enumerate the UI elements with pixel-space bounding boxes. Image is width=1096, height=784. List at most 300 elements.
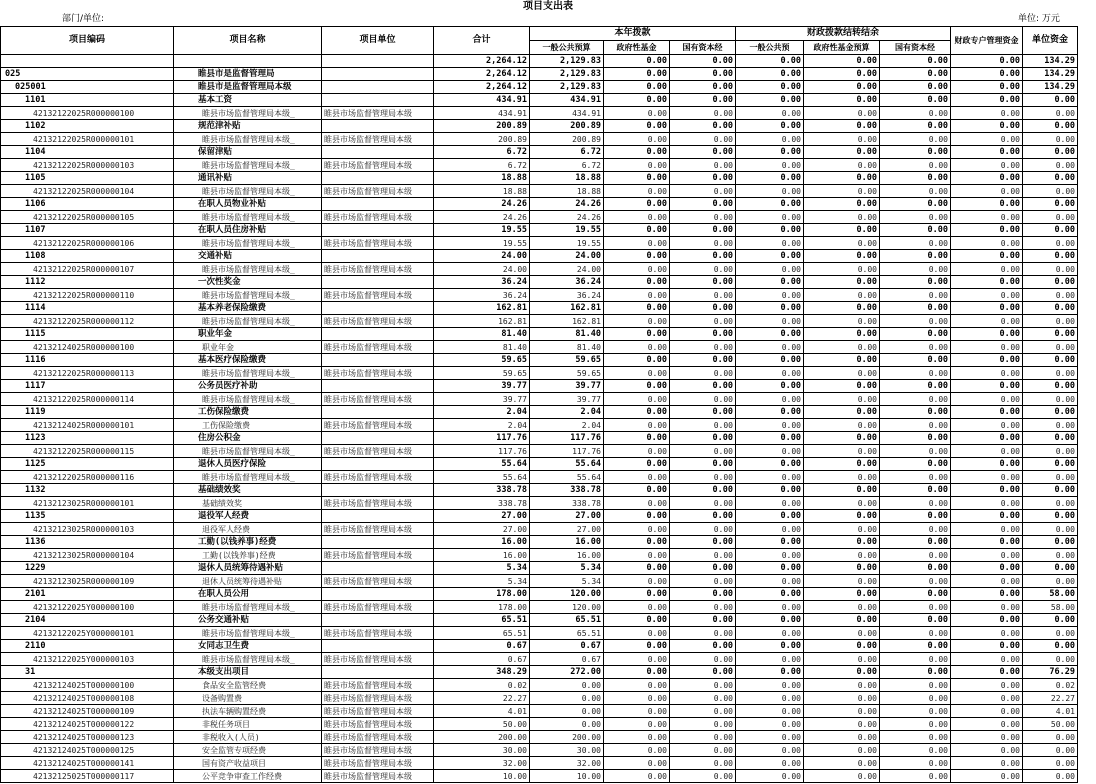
cell-amount: 0.00 bbox=[604, 575, 670, 588]
cell-amount: 2.04 bbox=[530, 419, 604, 432]
cell-project-code: 42132122025R000000101 bbox=[1, 133, 174, 146]
cell-amount: 0.00 bbox=[736, 185, 804, 198]
cell-project-code: 1107 bbox=[1, 224, 174, 237]
cell-amount: 0.00 bbox=[951, 614, 1023, 627]
cell-amount: 0.00 bbox=[670, 198, 736, 211]
cell-amount: 0.00 bbox=[530, 705, 604, 718]
cell-amount: 0.67 bbox=[434, 653, 530, 666]
header-sub-gov: 政府性基金 bbox=[604, 41, 670, 55]
table-row bbox=[1, 380, 1078, 393]
cell-amount: 0.00 bbox=[1023, 640, 1078, 653]
cell-amount: 0.00 bbox=[951, 107, 1023, 120]
cell-amount: 0.00 bbox=[604, 198, 670, 211]
cell-amount: 0.00 bbox=[670, 276, 736, 289]
cell-amount: 0.00 bbox=[880, 133, 951, 146]
cell-amount: 200.89 bbox=[434, 133, 530, 146]
cell-amount: 0.00 bbox=[880, 575, 951, 588]
cell-project-code: 42132124025T000000100 bbox=[1, 679, 174, 692]
cell-amount: 0.00 bbox=[670, 354, 736, 367]
table-row bbox=[1, 55, 1078, 68]
cell-project-name: 执法车辆购置经费 bbox=[174, 705, 322, 718]
cell-project-name: 工伤保险缴费 bbox=[174, 406, 322, 419]
cell-amount: 0.00 bbox=[670, 445, 736, 458]
cell-project-code: 1123 bbox=[1, 432, 174, 445]
cell-amount: 0.00 bbox=[951, 432, 1023, 445]
cell-amount: 0.00 bbox=[804, 380, 880, 393]
cell-project-code: 2101 bbox=[1, 588, 174, 601]
cell-project-name: 基础绩效奖 bbox=[174, 484, 322, 497]
cell-project-unit: 睢县市场监督管理局本级 bbox=[322, 692, 434, 705]
cell-amount: 0.00 bbox=[670, 718, 736, 731]
cell-amount: 0.00 bbox=[951, 627, 1023, 640]
cell-amount: 0.00 bbox=[604, 458, 670, 471]
cell-amount: 0.00 bbox=[670, 562, 736, 575]
cell-amount: 0.00 bbox=[880, 601, 951, 614]
header-sub-general2: 一般公共预 bbox=[736, 41, 804, 55]
cell-amount: 0.00 bbox=[880, 328, 951, 341]
cell-amount: 0.00 bbox=[951, 692, 1023, 705]
cell-amount: 0.00 bbox=[951, 120, 1023, 133]
cell-amount: 0.00 bbox=[804, 419, 880, 432]
header-unit: 项目单位 bbox=[322, 27, 434, 55]
cell-amount: 0.00 bbox=[604, 120, 670, 133]
cell-amount: 36.24 bbox=[434, 276, 530, 289]
cell-amount: 0.00 bbox=[880, 315, 951, 328]
cell-amount: 0.00 bbox=[670, 341, 736, 354]
cell-amount: 0.00 bbox=[736, 211, 804, 224]
cell-amount: 0.00 bbox=[1023, 549, 1078, 562]
cell-amount: 0.00 bbox=[604, 68, 670, 81]
cell-amount: 0.00 bbox=[804, 471, 880, 484]
cell-amount: 0.00 bbox=[804, 445, 880, 458]
cell-amount: 0.00 bbox=[604, 653, 670, 666]
table-row bbox=[1, 432, 1078, 445]
cell-amount: 0.00 bbox=[880, 718, 951, 731]
cell-amount: 0.00 bbox=[804, 549, 880, 562]
cell-project-code: 42132124025R000000100 bbox=[1, 341, 174, 354]
cell-amount: 0.00 bbox=[880, 653, 951, 666]
cell-amount: 0.00 bbox=[951, 445, 1023, 458]
table-row bbox=[1, 172, 1078, 185]
cell-amount: 16.00 bbox=[530, 549, 604, 562]
cell-amount: 0.00 bbox=[1023, 354, 1078, 367]
table-row bbox=[1, 185, 1078, 198]
cell-amount: 0.00 bbox=[604, 510, 670, 523]
cell-amount: 0.00 bbox=[670, 679, 736, 692]
cell-project-name: 工伤保险缴费 bbox=[174, 419, 322, 432]
cell-amount: 0.00 bbox=[1023, 445, 1078, 458]
cell-project-code: 42132122025Y000000100 bbox=[1, 601, 174, 614]
cell-amount: 0.00 bbox=[804, 341, 880, 354]
cell-amount: 39.77 bbox=[434, 380, 530, 393]
cell-project-name bbox=[174, 55, 322, 68]
cell-amount: 0.00 bbox=[804, 653, 880, 666]
cell-amount: 0.00 bbox=[670, 120, 736, 133]
cell-amount: 0.00 bbox=[604, 367, 670, 380]
cell-project-name: 退休人员医疗保险 bbox=[174, 458, 322, 471]
cell-amount: 0.00 bbox=[736, 341, 804, 354]
cell-project-unit: 睢县市场监督管理局本级 bbox=[322, 393, 434, 406]
cell-project-name: 住房公积金 bbox=[174, 432, 322, 445]
cell-amount: 0.00 bbox=[670, 289, 736, 302]
header-sub-gov2: 政府性基金预算 bbox=[804, 41, 880, 55]
cell-amount: 0.00 bbox=[1023, 432, 1078, 445]
table-row bbox=[1, 770, 1078, 783]
cell-amount: 0.00 bbox=[804, 640, 880, 653]
cell-amount: 0.00 bbox=[804, 432, 880, 445]
cell-project-code: 42132124025T000000108 bbox=[1, 692, 174, 705]
cell-amount: 0.00 bbox=[736, 328, 804, 341]
cell-project-unit: 睢县市场监督管理局本级 bbox=[322, 653, 434, 666]
cell-project-unit bbox=[322, 120, 434, 133]
cell-amount: 0.00 bbox=[670, 328, 736, 341]
cell-amount: 36.24 bbox=[434, 289, 530, 302]
cell-amount: 0.00 bbox=[804, 289, 880, 302]
cell-amount: 0.00 bbox=[880, 692, 951, 705]
cell-amount: 0.00 bbox=[880, 757, 951, 770]
cell-amount: 0.00 bbox=[670, 666, 736, 679]
cell-project-unit bbox=[322, 380, 434, 393]
table-row bbox=[1, 263, 1078, 276]
cell-amount: 0.00 bbox=[1023, 302, 1078, 315]
cell-amount: 0.00 bbox=[604, 588, 670, 601]
cell-amount: 0.00 bbox=[951, 523, 1023, 536]
cell-amount: 0.00 bbox=[804, 172, 880, 185]
cell-amount: 434.91 bbox=[530, 107, 604, 120]
cell-amount: 338.78 bbox=[530, 484, 604, 497]
cell-project-unit: 睢县市场监督管理局本级 bbox=[322, 237, 434, 250]
cell-amount: 0.00 bbox=[604, 666, 670, 679]
table-row bbox=[1, 536, 1078, 549]
cell-amount: 0.00 bbox=[880, 445, 951, 458]
cell-amount: 0.00 bbox=[604, 549, 670, 562]
table-row bbox=[1, 146, 1078, 159]
cell-amount: 0.00 bbox=[951, 575, 1023, 588]
cell-amount: 58.00 bbox=[1023, 601, 1078, 614]
cell-amount: 0.00 bbox=[804, 614, 880, 627]
cell-project-name: 退休人员统筹待遇补贴 bbox=[174, 562, 322, 575]
cell-amount: 0.00 bbox=[736, 562, 804, 575]
cell-amount: 0.00 bbox=[1023, 185, 1078, 198]
cell-amount: 0.00 bbox=[736, 263, 804, 276]
cell-amount: 0.00 bbox=[804, 302, 880, 315]
cell-amount: 0.67 bbox=[530, 653, 604, 666]
cell-amount: 0.00 bbox=[670, 744, 736, 757]
cell-project-name: 睢县市场监督管理局本级_ bbox=[174, 601, 322, 614]
cell-project-code: 42132122025R000000106 bbox=[1, 237, 174, 250]
cell-project-code: 1102 bbox=[1, 120, 174, 133]
cell-amount: 19.55 bbox=[530, 224, 604, 237]
cell-project-code: 42132122025R000000104 bbox=[1, 185, 174, 198]
cell-amount: 5.34 bbox=[530, 562, 604, 575]
cell-project-code: 025001 bbox=[1, 81, 174, 94]
cell-amount: 0.00 bbox=[804, 484, 880, 497]
cell-amount: 0.00 bbox=[804, 68, 880, 81]
table-row bbox=[1, 107, 1078, 120]
cell-amount: 0.00 bbox=[804, 458, 880, 471]
cell-amount: 0.00 bbox=[530, 679, 604, 692]
cell-amount: 0.00 bbox=[1023, 172, 1078, 185]
cell-amount: 0.00 bbox=[804, 523, 880, 536]
cell-amount: 27.00 bbox=[434, 510, 530, 523]
cell-amount: 0.00 bbox=[1023, 562, 1078, 575]
cell-amount: 0.00 bbox=[670, 705, 736, 718]
cell-project-code: 1104 bbox=[1, 146, 174, 159]
cell-amount: 0.00 bbox=[951, 55, 1023, 68]
cell-amount: 0.00 bbox=[736, 575, 804, 588]
cell-amount: 0.00 bbox=[604, 536, 670, 549]
cell-amount: 2,264.12 bbox=[434, 81, 530, 94]
cell-project-unit: 睢县市场监督管理局本级 bbox=[322, 705, 434, 718]
cell-amount: 30.00 bbox=[530, 744, 604, 757]
table-row bbox=[1, 68, 1078, 81]
cell-amount: 0.00 bbox=[736, 471, 804, 484]
cell-amount: 0.00 bbox=[604, 276, 670, 289]
cell-amount: 0.00 bbox=[804, 562, 880, 575]
cell-amount: 32.00 bbox=[434, 757, 530, 770]
cell-amount: 0.00 bbox=[736, 302, 804, 315]
cell-amount: 0.00 bbox=[880, 237, 951, 250]
cell-project-code: 1115 bbox=[1, 328, 174, 341]
cell-amount: 0.00 bbox=[951, 146, 1023, 159]
cell-project-code: 2110 bbox=[1, 640, 174, 653]
cell-amount: 0.00 bbox=[951, 718, 1023, 731]
table-row bbox=[1, 354, 1078, 367]
cell-amount: 4.01 bbox=[434, 705, 530, 718]
cell-amount: 0.00 bbox=[951, 237, 1023, 250]
table-row bbox=[1, 575, 1078, 588]
cell-amount: 39.77 bbox=[530, 393, 604, 406]
cell-amount: 0.00 bbox=[951, 211, 1023, 224]
cell-amount: 0.00 bbox=[1023, 406, 1078, 419]
cell-amount: 0.00 bbox=[1023, 614, 1078, 627]
table-row bbox=[1, 679, 1078, 692]
cell-amount: 0.00 bbox=[880, 614, 951, 627]
cell-amount: 0.00 bbox=[670, 237, 736, 250]
table-row bbox=[1, 120, 1078, 133]
cell-amount: 0.00 bbox=[951, 172, 1023, 185]
cell-amount: 0.00 bbox=[1023, 133, 1078, 146]
cell-amount: 0.00 bbox=[604, 640, 670, 653]
cell-project-unit bbox=[322, 81, 434, 94]
cell-amount: 0.00 bbox=[670, 458, 736, 471]
cell-amount: 0.00 bbox=[804, 159, 880, 172]
cell-project-name: 睢县市场监督管理局本级_ bbox=[174, 185, 322, 198]
cell-amount: 0.00 bbox=[670, 263, 736, 276]
cell-amount: 0.00 bbox=[604, 172, 670, 185]
cell-amount: 0.00 bbox=[804, 354, 880, 367]
cell-amount: 0.00 bbox=[951, 263, 1023, 276]
cell-amount: 0.00 bbox=[604, 328, 670, 341]
cell-amount: 0.00 bbox=[880, 432, 951, 445]
table-row bbox=[1, 94, 1078, 107]
cell-amount: 2,264.12 bbox=[434, 68, 530, 81]
cell-amount: 55.64 bbox=[530, 471, 604, 484]
cell-amount: 0.00 bbox=[604, 419, 670, 432]
cell-amount: 59.65 bbox=[530, 354, 604, 367]
table-row bbox=[1, 627, 1078, 640]
cell-amount: 0.00 bbox=[951, 81, 1023, 94]
cell-project-name: 睢县市场监督管理局本级_ bbox=[174, 653, 322, 666]
cell-project-code: 42132122025R000000114 bbox=[1, 393, 174, 406]
cell-amount: 0.00 bbox=[604, 224, 670, 237]
cell-amount: 0.00 bbox=[880, 250, 951, 263]
cell-amount: 0.00 bbox=[804, 705, 880, 718]
cell-amount: 18.88 bbox=[434, 185, 530, 198]
cell-project-unit bbox=[322, 68, 434, 81]
cell-amount: 65.51 bbox=[530, 627, 604, 640]
cell-amount: 0.00 bbox=[736, 380, 804, 393]
cell-project-unit: 睢县市场监督管理局本级 bbox=[322, 471, 434, 484]
cell-project-name: 非税收入(人员) bbox=[174, 731, 322, 744]
cell-project-unit bbox=[322, 354, 434, 367]
unit-label: 单位: 万元 bbox=[1018, 14, 1060, 24]
cell-amount: 0.00 bbox=[951, 289, 1023, 302]
cell-project-code: 1101 bbox=[1, 94, 174, 107]
cell-amount: 0.00 bbox=[736, 588, 804, 601]
cell-amount: 0.00 bbox=[670, 523, 736, 536]
cell-amount: 0.00 bbox=[670, 68, 736, 81]
cell-amount: 0.00 bbox=[736, 679, 804, 692]
cell-project-code: 025 bbox=[1, 68, 174, 81]
cell-amount: 19.55 bbox=[434, 224, 530, 237]
cell-amount: 0.00 bbox=[670, 432, 736, 445]
cell-amount: 0.00 bbox=[604, 445, 670, 458]
cell-amount: 0.00 bbox=[604, 302, 670, 315]
cell-amount: 0.00 bbox=[670, 302, 736, 315]
table-row bbox=[1, 640, 1078, 653]
cell-amount: 55.64 bbox=[434, 458, 530, 471]
cell-amount: 200.00 bbox=[434, 731, 530, 744]
cell-project-unit bbox=[322, 614, 434, 627]
cell-amount: 36.24 bbox=[530, 276, 604, 289]
cell-amount: 200.89 bbox=[530, 133, 604, 146]
cell-amount: 81.40 bbox=[530, 341, 604, 354]
header-special: 财政专户管理资金 bbox=[951, 27, 1023, 55]
cell-project-name: 非税任务项目 bbox=[174, 718, 322, 731]
cell-project-unit bbox=[322, 198, 434, 211]
cell-amount: 81.40 bbox=[434, 328, 530, 341]
cell-amount: 0.00 bbox=[670, 588, 736, 601]
cell-amount: 0.00 bbox=[951, 419, 1023, 432]
table-row bbox=[1, 81, 1078, 94]
cell-amount: 0.00 bbox=[804, 367, 880, 380]
cell-amount: 200.00 bbox=[530, 731, 604, 744]
cell-amount: 0.00 bbox=[804, 107, 880, 120]
cell-amount: 0.00 bbox=[951, 302, 1023, 315]
table-row bbox=[1, 523, 1078, 536]
cell-amount: 65.51 bbox=[434, 614, 530, 627]
cell-amount: 0.00 bbox=[804, 94, 880, 107]
cell-amount: 0.00 bbox=[604, 146, 670, 159]
cell-amount: 0.00 bbox=[604, 562, 670, 575]
cell-amount: 0.00 bbox=[670, 107, 736, 120]
cell-amount: 0.00 bbox=[804, 185, 880, 198]
cell-amount: 120.00 bbox=[530, 601, 604, 614]
cell-amount: 0.00 bbox=[670, 731, 736, 744]
cell-amount: 0.00 bbox=[804, 328, 880, 341]
cell-amount: 0.00 bbox=[670, 640, 736, 653]
table-row bbox=[1, 315, 1078, 328]
cell-amount: 0.00 bbox=[804, 510, 880, 523]
cell-amount: 50.00 bbox=[434, 718, 530, 731]
cell-project-name: 退役军人经费 bbox=[174, 523, 322, 536]
cell-amount: 0.00 bbox=[1023, 107, 1078, 120]
cell-amount: 434.91 bbox=[434, 94, 530, 107]
cell-amount: 0.00 bbox=[880, 627, 951, 640]
cell-project-code: 42132122025R000000107 bbox=[1, 263, 174, 276]
cell-amount: 0.00 bbox=[604, 497, 670, 510]
cell-amount: 24.00 bbox=[434, 250, 530, 263]
cell-amount: 0.00 bbox=[670, 601, 736, 614]
cell-project-code: 2104 bbox=[1, 614, 174, 627]
cell-amount: 0.00 bbox=[604, 692, 670, 705]
cell-amount: 0.00 bbox=[804, 588, 880, 601]
cell-amount: 0.00 bbox=[736, 237, 804, 250]
cell-amount: 55.64 bbox=[434, 471, 530, 484]
cell-project-unit: 睢县市场监督管理局本级 bbox=[322, 107, 434, 120]
table-row bbox=[1, 302, 1078, 315]
cell-amount: 6.72 bbox=[530, 159, 604, 172]
cell-amount: 0.00 bbox=[804, 770, 880, 783]
cell-amount: 0.00 bbox=[951, 341, 1023, 354]
cell-amount: 0.00 bbox=[1023, 653, 1078, 666]
cell-amount: 0.00 bbox=[736, 159, 804, 172]
cell-amount: 0.00 bbox=[670, 315, 736, 328]
cell-amount: 0.00 bbox=[880, 68, 951, 81]
cell-project-unit: 睢县市场监督管理局本级 bbox=[322, 159, 434, 172]
cell-project-unit bbox=[322, 146, 434, 159]
cell-amount: 0.00 bbox=[880, 770, 951, 783]
cell-project-name: 国有资产收益项目 bbox=[174, 757, 322, 770]
table-row bbox=[1, 133, 1078, 146]
cell-amount: 0.00 bbox=[1023, 263, 1078, 276]
cell-amount: 0.00 bbox=[880, 341, 951, 354]
table-row bbox=[1, 419, 1078, 432]
cell-project-name: 设备购置费 bbox=[174, 692, 322, 705]
cell-amount: 4.01 bbox=[1023, 705, 1078, 718]
cell-amount: 24.26 bbox=[530, 198, 604, 211]
cell-amount: 0.00 bbox=[880, 471, 951, 484]
cell-project-name: 睢县市场监督管理局本级_ bbox=[174, 367, 322, 380]
cell-amount: 0.00 bbox=[604, 471, 670, 484]
cell-amount: 0.00 bbox=[670, 419, 736, 432]
cell-amount: 0.00 bbox=[804, 692, 880, 705]
cell-amount: 0.00 bbox=[880, 276, 951, 289]
cell-project-unit: 睢县市场监督管理局本级 bbox=[322, 185, 434, 198]
cell-amount: 16.00 bbox=[434, 549, 530, 562]
cell-amount: 0.00 bbox=[736, 757, 804, 770]
cell-amount: 0.00 bbox=[951, 497, 1023, 510]
cell-amount: 0.00 bbox=[604, 55, 670, 68]
cell-amount: 0.00 bbox=[880, 120, 951, 133]
cell-amount: 0.00 bbox=[804, 601, 880, 614]
cell-amount: 0.00 bbox=[736, 146, 804, 159]
cell-project-unit bbox=[322, 640, 434, 653]
cell-amount: 0.00 bbox=[880, 744, 951, 757]
cell-amount: 178.00 bbox=[434, 601, 530, 614]
cell-amount: 0.00 bbox=[736, 445, 804, 458]
cell-amount: 0.00 bbox=[951, 601, 1023, 614]
cell-project-name: 基础绩效奖 bbox=[174, 497, 322, 510]
cell-amount: 0.00 bbox=[604, 133, 670, 146]
table-row bbox=[1, 367, 1078, 380]
cell-amount: 0.00 bbox=[951, 185, 1023, 198]
cell-amount: 0.00 bbox=[736, 315, 804, 328]
cell-amount: 0.00 bbox=[804, 679, 880, 692]
cell-project-name: 基本养老保险缴费 bbox=[174, 302, 322, 315]
cell-amount: 0.00 bbox=[804, 250, 880, 263]
